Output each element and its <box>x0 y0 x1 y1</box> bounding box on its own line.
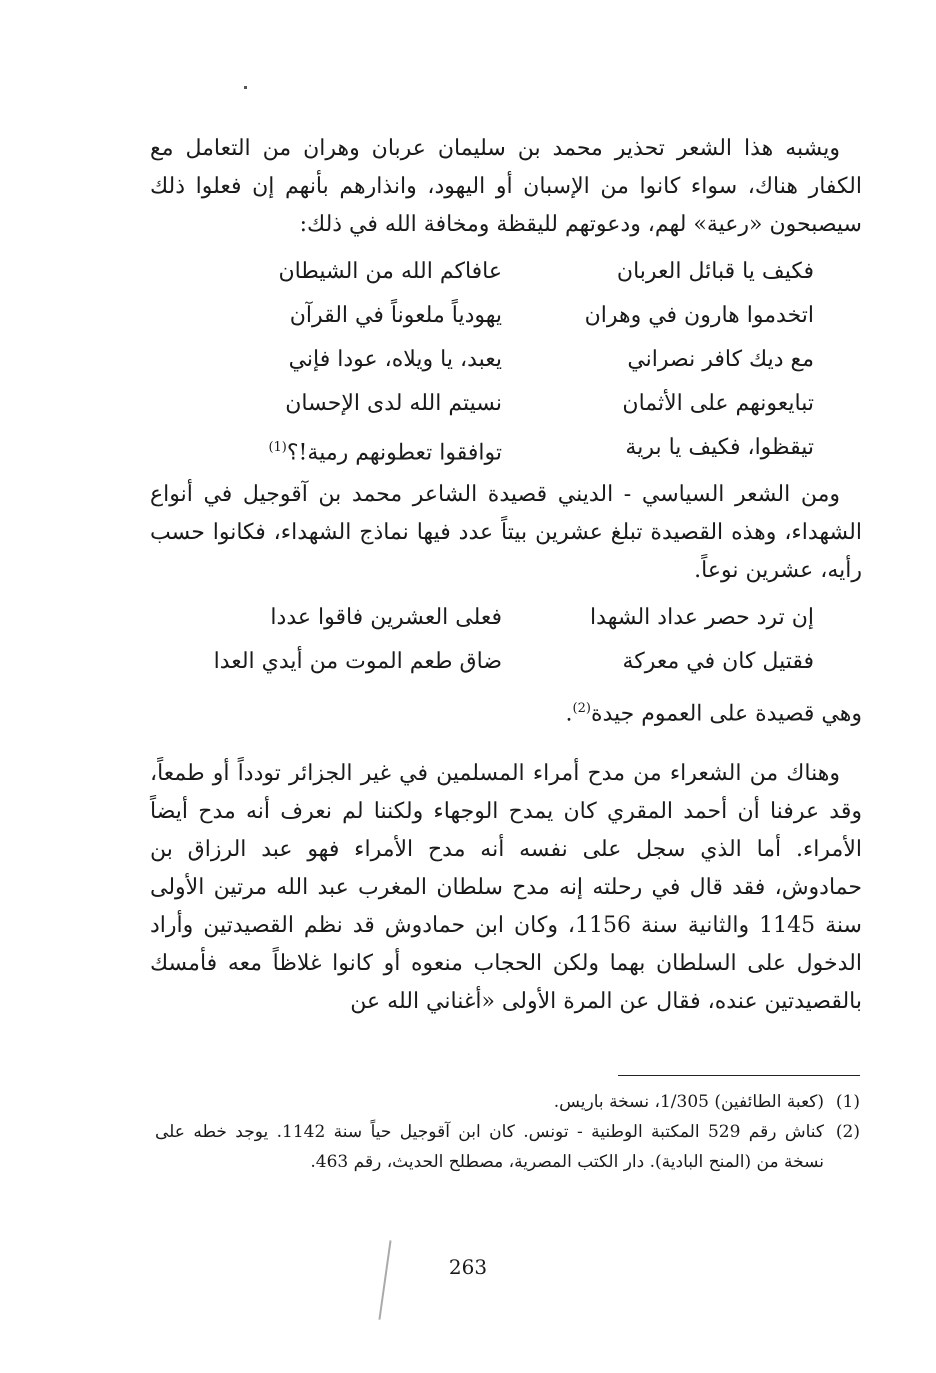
verse-1-1 <box>150 250 862 294</box>
verse-text: توافقوا تعطونهم رمية!؟ <box>286 440 502 466</box>
paragraph-3-text: وهي قصيدة على العموم جيدة <box>590 701 862 727</box>
page-body <box>150 130 862 1021</box>
verse-first-half: تبايعونهم على الأثمان <box>622 391 814 416</box>
poem-1 <box>150 250 862 470</box>
verse-2-1 <box>150 596 862 640</box>
verse-1-5 <box>150 426 862 470</box>
verse-second-half <box>202 426 532 470</box>
verse-second-half: فعلى العشرين فاقوا عددا <box>270 605 502 630</box>
verse-first-half: فكيف يا قبائل العربان <box>616 259 814 284</box>
verse-first-half: إن ترد حصر عداد الشهدا <box>590 605 814 630</box>
verse-1-2 <box>150 294 862 338</box>
verse-1-4 <box>150 382 862 426</box>
verse-first-half: مع ديك كافر نصراني <box>627 347 814 372</box>
verse-second-half: ضاق طعم الموت من أيدي العدا <box>213 649 502 674</box>
spacer <box>150 733 862 755</box>
footnote-2 <box>155 1117 860 1177</box>
paragraph-2: ومن الشعر السياسي - الديني قصيدة الشاعر محمد بن آقوجيل في أنواع الشهداء، وهذه القصيدة تبلغ عشرين بيتاً عدد فيها نماذج الشهداء، فكانوا حسب رأيه، عشرين نوعاً. <box>150 482 863 583</box>
verse-first-half: اتخدموا هارون في وهران <box>584 303 814 328</box>
poem-2 <box>150 596 862 684</box>
verse-2-2 <box>150 640 862 684</box>
scan-speck <box>244 86 247 89</box>
page-number: 263 <box>448 1255 488 1279</box>
footnote-text: كناش رقم 529 المكتبة الوطنية - تونس. كان ابن آقوجيل حياً سنة 1142. يوجد خطه على نسخة من (المنح البادية). دار الكتب المصرية، مصطلح الحديث، رقم 463. <box>155 1122 824 1172</box>
verse-first-half: فقتيل كان في معركة <box>622 649 814 674</box>
footnote-separator <box>618 1075 860 1076</box>
scan-line <box>378 1240 391 1319</box>
footnote-1 <box>155 1087 860 1117</box>
paragraph-4: وهناك من الشعراء من مدح أمراء المسلمين في غير الجزائر تودداً أو طمعاً، وقد عرفنا أن أحمد المقري كان يمدح الوجهاء ولكننا لم نعرف أنه مدح أيضاً الأمراء. أما الذي سجل على نفسه أنه مدح الأمراء فهو عبد الرزاق بن حمادوش، فقد قال في رحلته إنه مدح سلطان المغرب عبد الله مرتين الأولى سنة 1145 والثانية سنة 1156، وكان ابن حمادوش قد نظم القصيدتين وأراد الدخول على السلطان بهما ولكن الحجاب منعوه أو كانوا غلاظاً معه فأمسك بالقصيدتين عنده، فقال عن المرة الأولى «أغناني الله عن <box>150 761 862 1015</box>
footnote-number: (2) <box>835 1122 860 1142</box>
paragraph-3-end: . <box>565 701 573 727</box>
footnote-text: (كعبة الطائفين) 1/305، نسخة باريس. <box>553 1092 824 1112</box>
verse-second-half: نسيتم الله لدى الإحسان <box>285 391 502 416</box>
verse-1-3 <box>150 338 862 382</box>
verse-second-half: يهودياً ملعوناً في القرآن <box>289 303 502 328</box>
verse-first-half: تيقظوا، فكيف يا برية <box>625 435 814 460</box>
paragraph-1: ويشبه هذا الشعر تحذير محمد بن سليمان عربان وهران من التعامل مع الكفار هناك، سواء كانوا من الإسبان أو اليهود، وانذارهم بأنهم إن فعلوا ذلك سيصبحون «رعية» لهم، ودعوتهم لليقظة ومخافة الله في ذلك: <box>150 136 862 237</box>
footnote-ref-2: (2) <box>572 701 591 716</box>
footnote-ref-1: (1) <box>268 440 287 455</box>
verse-second-half: عافاكم الله من الشيطان <box>278 259 502 284</box>
footnotes <box>155 1087 860 1177</box>
paragraph-3 <box>150 690 862 733</box>
footnote-number: (1) <box>835 1092 860 1112</box>
verse-second-half: يعبد، يا ويلاه، عودا فإني <box>288 347 502 372</box>
